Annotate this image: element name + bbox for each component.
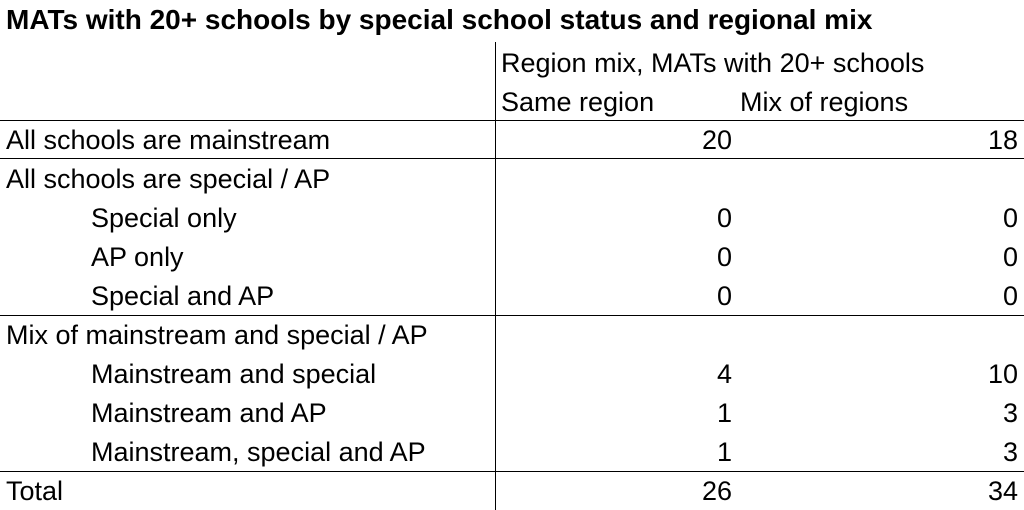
cell-mix-of-regions: 3 — [1002, 437, 1018, 467]
cell-mix-of-regions: 34 — [987, 476, 1018, 506]
total-rule — [0, 471, 1024, 472]
cell-same-region: 26 — [701, 476, 732, 506]
section-rule-2 — [0, 315, 1024, 316]
table-title: MATs with 20+ schools by special school status and regional mix — [6, 4, 873, 35]
cell-mix-of-regions: 3 — [1002, 398, 1018, 428]
row-label: Special and AP — [91, 281, 275, 311]
cell-mix-of-regions: 0 — [1002, 203, 1018, 233]
row-label: Mainstream and AP — [91, 398, 327, 428]
row-label: Total — [6, 476, 64, 506]
cell-same-region: 0 — [716, 203, 732, 233]
cell-same-region: 1 — [716, 398, 732, 428]
row-label: All schools are special / AP — [6, 164, 331, 194]
cell-same-region: 0 — [716, 281, 732, 311]
column-header-same-region: Same region — [501, 87, 655, 117]
column-group-header: Region mix, MATs with 20+ schools — [501, 48, 925, 78]
cell-same-region: 20 — [701, 125, 732, 155]
cell-mix-of-regions: 0 — [1002, 242, 1018, 272]
cell-mix-of-regions: 10 — [987, 359, 1018, 389]
header-rule — [0, 120, 1024, 121]
row-label: All schools are mainstream — [6, 125, 331, 155]
cell-same-region: 4 — [716, 359, 732, 389]
row-label: Mix of mainstream and special / AP — [6, 320, 428, 350]
row-label: Mainstream and special — [91, 359, 377, 389]
cell-mix-of-regions: 0 — [1002, 281, 1018, 311]
cell-mix-of-regions: 18 — [987, 125, 1018, 155]
section-rule-1 — [0, 158, 1024, 159]
cell-same-region: 1 — [716, 437, 732, 467]
row-label: Special only — [91, 203, 237, 233]
row-label: Mainstream, special and AP — [91, 437, 426, 467]
column-header-mix-of-regions: Mix of regions — [740, 87, 909, 117]
row-label: AP only — [91, 242, 184, 272]
column-divider — [495, 42, 496, 510]
cell-same-region: 0 — [716, 242, 732, 272]
